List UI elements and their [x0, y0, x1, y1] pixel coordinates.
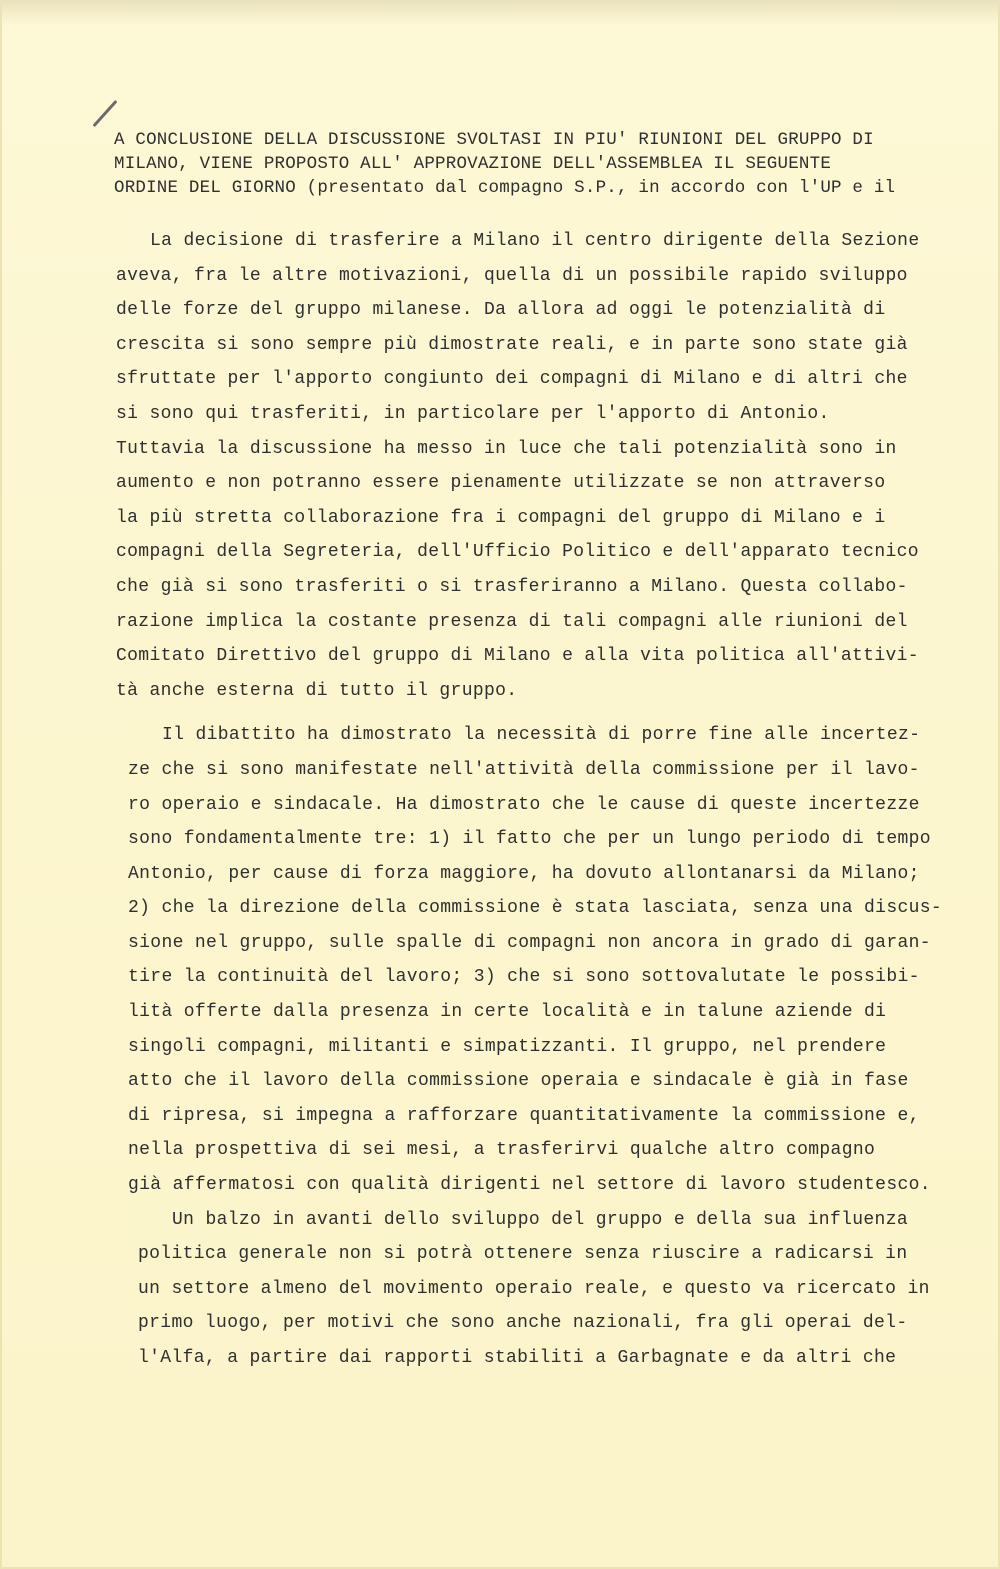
text-line: delle forze del gruppo milanese. Da allora ad oggi le potenzialità di	[116, 300, 886, 321]
text-line: razione implica la costante presenza di tali compagni alle riunioni del	[116, 611, 908, 632]
heading-line: A CONCLUSIONE DELLA DISCUSSIONE SVOLTASI IN PIU' RIUNIONI DEL GRUPPO DI	[114, 130, 874, 150]
text-line: crescita si sono sempre più dimostrate reali, e in parte sono state già	[116, 334, 908, 355]
text-line: già affermatosi con qualità dirigenti nel settore di lavoro studentesco.	[128, 1175, 931, 1196]
text-line: La decisione di trasferire a Milano il centro dirigente della Sezione	[150, 231, 920, 251]
paragraph-2	[128, 718, 972, 1202]
text-line: Comitato Direttivo del gruppo di Milano e alla vita politica all'attivi-	[116, 646, 919, 667]
text-line: si sono qui trasferiti, in particolare per l'apporto di Antonio.	[116, 403, 830, 424]
document-heading	[114, 128, 972, 200]
text-line: sono fondamentalmente tre: 1) il fatto che per un lungo periodo di tempo	[128, 829, 931, 850]
text-line: sfruttate per l'apporto congiunto dei compagni di Milano e di altri che	[116, 369, 908, 390]
text-line: un settore almeno del movimento operaio reale, e questo va ricercato in	[138, 1278, 930, 1299]
text-line: Antonio, per cause di forza maggiore, ha dovuto allontanarsi da Milano;	[128, 863, 920, 884]
text-line: primo luogo, per motivi che sono anche nazionali, fra gli operai del-	[138, 1313, 908, 1334]
text-line: nella prospettiva di sei mesi, a trasferirvi qualche altro compagno	[128, 1140, 876, 1161]
document-body	[112, 128, 972, 1376]
text-line: politica generale non si potrà ottenere senza riuscire a radicarsi in	[138, 1244, 908, 1265]
text-line: Il dibattito ha dimostrato la necessità di porre fine alle incertez-	[162, 725, 921, 746]
paragraph-3	[138, 1203, 972, 1376]
paper-edge-stain	[0, 0, 1000, 26]
heading-line: ORDINE DEL GIORNO (presentato dal compagno S.P., in accordo con l'UP e il	[114, 178, 896, 198]
text-line: sione nel gruppo, sulle spalle di compagni non ancora in grado di garan-	[128, 932, 931, 953]
text-line: di ripresa, si impegna a rafforzare quantitativamente la commissione e,	[128, 1105, 920, 1126]
text-line: tire la continuità del lavoro; 3) che si sono sottovalutate le possibi-	[128, 967, 920, 988]
heading-line: MILANO, VIENE PROPOSTO ALL' APPROVAZIONE DELL'ASSEMBLEA IL SEGUENTE	[114, 154, 832, 174]
text-line: Un balzo in avanti dello sviluppo del gruppo e della sua influenza	[172, 1209, 909, 1230]
text-line: l'Alfa, a partire dai rapporti stabiliti a Garbagnate e da altri che	[138, 1348, 897, 1368]
pencil-tick-mark	[93, 100, 118, 127]
text-line: ro operaio e sindacale. Ha dimostrato che le cause di queste incertezze	[128, 794, 920, 815]
text-line: aumento e non potranno essere pienamente utilizzate se non attraverso	[116, 473, 886, 494]
text-line: tà anche esterna di tutto il gruppo.	[116, 680, 518, 701]
text-line: singoli compagni, militanti e simpatizzanti. Il gruppo, nel prendere	[128, 1036, 887, 1057]
text-line: aveva, fra le altre motivazioni, quella di un possibile rapido sviluppo	[116, 265, 908, 286]
text-line: Tuttavia la discussione ha messo in luce che tali potenzialità sono in	[116, 438, 897, 459]
text-line: compagni della Segreteria, dell'Ufficio Politico e dell'apparato tecnico	[116, 542, 919, 563]
text-line: 2) che la direzione della commissione è stata lasciata, senza una discus-	[128, 898, 943, 919]
text-line: lità offerte dalla presenza in certe località e in talune aziende di	[128, 1002, 887, 1023]
text-line: ze che si sono manifestate nell'attività della commissione per il lavo-	[128, 759, 920, 780]
text-line: la più stretta collaborazione fra i compagni del gruppo di Milano e i	[116, 507, 886, 528]
paragraph-1	[116, 224, 972, 708]
text-line: atto che il lavoro della commissione operaia e sindacale è già in fase	[128, 1071, 909, 1092]
text-line: che già si sono trasferiti o si trasferiranno a Milano. Questa collabo-	[116, 576, 908, 597]
